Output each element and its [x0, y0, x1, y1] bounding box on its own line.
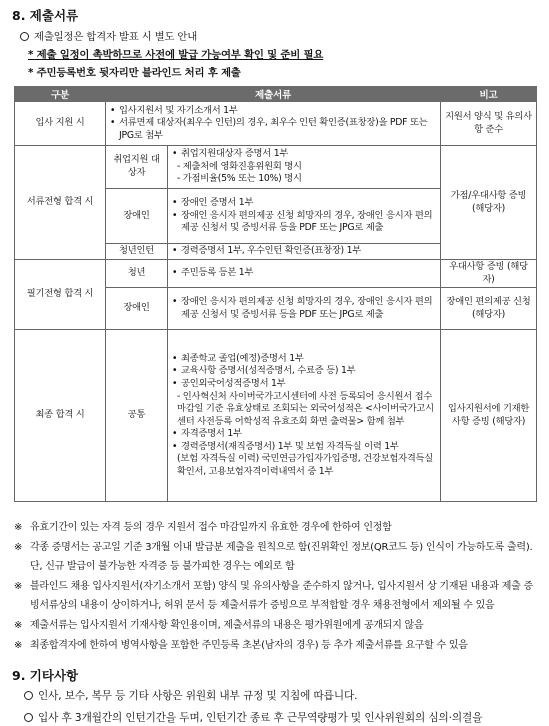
- section-8-intro: 제출일정은 합격자 발표 시 별도 안내: [20, 28, 197, 43]
- sub-line: - 인사혁신처 사이버국가고시센터에 사전 등록되어 응시원서 접수 마감일 기준 유효상태로 조회되는 외국어성적은 <사이버국가고시센터 사전등록 어학성적 유효조회 화면 출력물> 함께 첨부: [177, 390, 434, 427]
- circle-bullet-icon: [24, 713, 33, 722]
- circle-bullet-icon: [20, 32, 29, 41]
- table-row: [15, 260, 537, 288]
- list-item: • 취업지원대상자 증명서 1부: [181, 148, 437, 161]
- circle-bullet-icon: [24, 691, 33, 700]
- section-9-item: 입사 후 3개월간의 인턴기간을 두며, 인턴기간 종료 후 근무역량평가 및 인사위원회의 심의·의결을: [24, 710, 482, 725]
- subcategory-cell: 장애인: [106, 189, 168, 244]
- list-item: • 교육사항 증명서(성적증명서, 수료증 등) 1부: [181, 365, 437, 378]
- sub-line: - 제출처에 영화진흥위원회 명시: [177, 160, 302, 172]
- header-documents: 제출서류: [106, 87, 441, 102]
- header-remarks: 비고: [441, 87, 537, 102]
- remarks-cell: 장애인 편의제공 신청 (해당자): [441, 288, 537, 330]
- list-item: • 자격증명서 1부: [181, 428, 437, 441]
- list-item: • 장애인 증명서 1부: [181, 197, 437, 210]
- list-item: • 장애인 응시자 편의제공 신청 희망자의 경우, 장애인 응시자 편의제공 신청서 및 증빙서류 등을 PDF 또는 JPG로 제출: [181, 210, 437, 235]
- documents-cell: [168, 146, 441, 189]
- subcategory-cell: 청년인턴: [106, 244, 168, 260]
- subcategory-cell: 장애인: [106, 288, 168, 330]
- note-item: ※ 유효기간이 있는 자격 등의 경우 지원서 접수 마감일까지 유효한 경우에 한하여 인정함: [14, 522, 392, 533]
- notes-list: [14, 518, 539, 655]
- sub-line: (보험 자격득실 이력) 국민연금가입자가입증명, 건강보험자격득실확인서, 고용보험자격이력내역서 중 1부: [177, 453, 434, 478]
- section-9-title: 9. 기타사항: [12, 668, 79, 683]
- list-item: • 공인외국어성적증명서 1부: [181, 378, 437, 391]
- table-row: [15, 102, 537, 146]
- section-8-star-note-1: * 제출 일정이 촉박하므로 사전에 발급 가능여부 확인 및 준비 필요: [28, 49, 324, 61]
- list-item: • 서류면제 대상자(최우수 인턴)의 경우, 최우수 인턴 확인증(표창장)을 PDF 또는 JPG로 첨부: [119, 117, 437, 142]
- subcategory-cell: 취업지원 대상자: [106, 146, 168, 189]
- list-item: • 경력증명서(재직증명서) 1부 및 보험 자격득실 이력 1부: [181, 441, 437, 454]
- remarks-cell: 지원서 양식 및 유의사항 준수: [441, 102, 537, 146]
- header-category: 구분: [15, 87, 106, 102]
- documents-cell: [168, 189, 441, 244]
- note-item: ※ 최종합격자에 한하여 병역사항을 포함한 주민등록 초본(남자의 경우) 등 추가 제출서류를 요구할 수 있음: [14, 639, 468, 651]
- remarks-cell: 입사지원서에 기재한 사항 증빙 (해당자): [441, 330, 537, 502]
- list-item: • 입사지원서 및 자기소개서 1부: [119, 105, 437, 118]
- documents-cell: [106, 102, 441, 146]
- section-8-title: 8. 제출서류: [12, 8, 79, 23]
- section-9-item: 인사, 보수, 복무 등 기타 사항은 위원회 내부 규정 및 지침에 따릅니다.: [24, 688, 357, 703]
- sub-line: - 가점비율(5% 또는 10%) 명시: [177, 173, 302, 185]
- table-row: [15, 330, 537, 502]
- list-item: • 경력증명서 1부, 우수인턴 확인증(표창장) 1부: [181, 245, 437, 258]
- remarks-cell: 가점/우대사항 증빙 (해당자): [441, 146, 537, 260]
- section-8-star-note-2: * 주민등록번호 뒷자리만 블라인드 처리 후 제출: [28, 67, 241, 79]
- table-row: [15, 146, 537, 189]
- documents-cell: [168, 288, 441, 330]
- subcategory-cell: 청년: [106, 260, 168, 288]
- note-item: ※ 블라인드 채용 입사지원서(자기소개서 포함) 양식 및 유의사항을 준수하지 않거나, 입사지원서 상 기재된 내용과 제출 증빙서류상의 내용이 상이하거나, 허위 문서 등 제출서류가 증빙으로 부적합할 경우 채용전형에서 제외될 수 있음: [14, 580, 533, 612]
- list-item: • 최종학교 졸업(예정)증명서 1부: [181, 353, 437, 366]
- category-cell: 필기전형 합격 시: [15, 260, 106, 330]
- category-cell: 최종 합격 시: [15, 330, 106, 502]
- category-cell: 입사 지원 시: [15, 102, 106, 146]
- subcategory-cell: 공통: [106, 330, 168, 502]
- note-item: ※ 각종 증명서는 공고일 기준 3개월 이내 발급분 제출을 원칙으로 함(진위확인 정보(QR코드 등) 인식이 가능하도록 출력). 단, 신규 발급이 불가능한 자격증 등 불가피한 경우는 예외로 함: [14, 541, 533, 573]
- category-cell: 서류전형 합격 시: [15, 146, 106, 260]
- submission-documents-table: [14, 86, 537, 502]
- documents-cell: [168, 330, 441, 502]
- documents-cell: [168, 244, 441, 260]
- remarks-cell: 우대사항 증빙 (해당자): [441, 260, 537, 288]
- list-item: • 장애인 응시자 편의제공 신청 희망자의 경우, 장애인 응시자 편의제공 신청서 및 증빙서류 등을 PDF 또는 JPG로 제출: [181, 296, 437, 321]
- note-item: ※ 제출서류는 입사지원서 기재사항 확인용이며, 제출서류의 내용은 평가위원에게 공개되지 않음: [14, 619, 424, 631]
- list-item: • 주민등록 등본 1부: [181, 267, 437, 280]
- documents-cell: [168, 260, 441, 288]
